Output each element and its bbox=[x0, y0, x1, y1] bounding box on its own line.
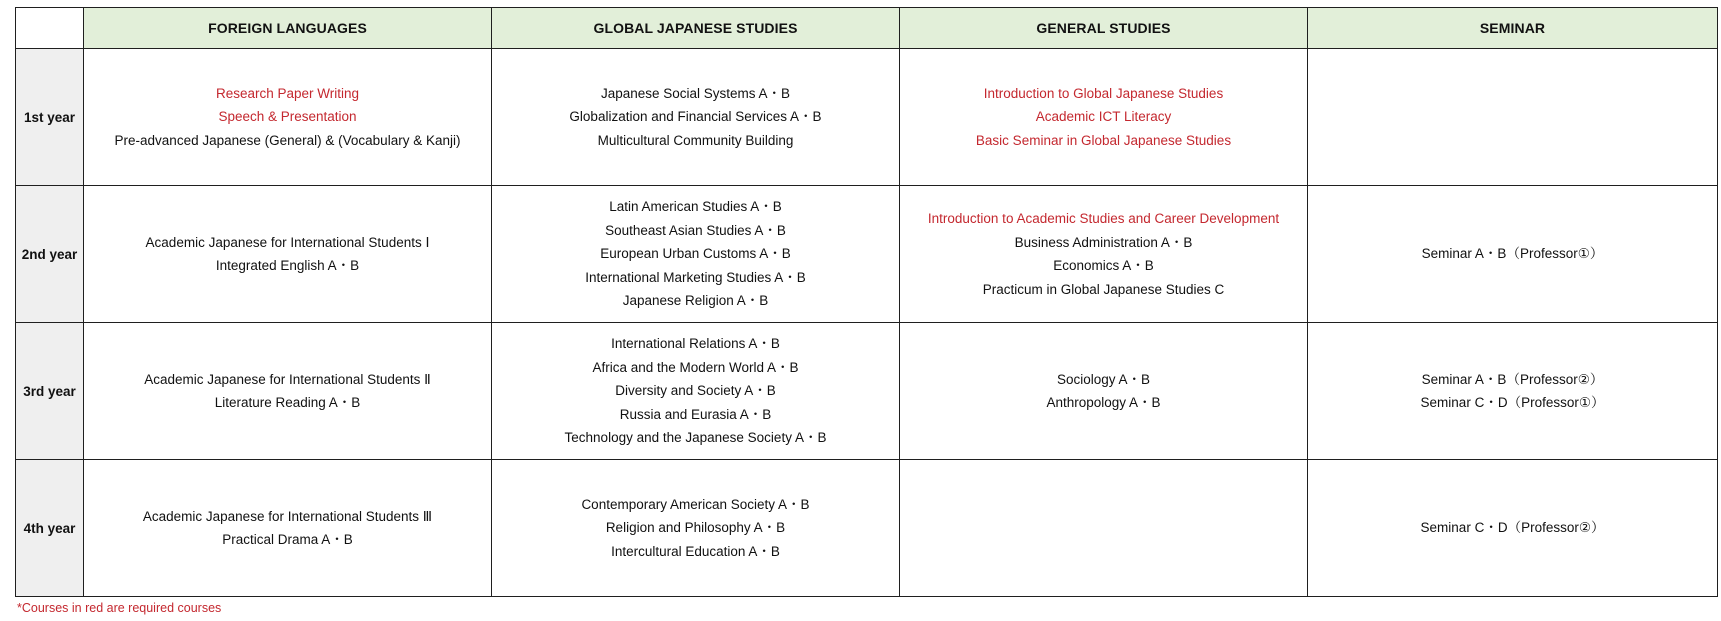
course-item: Japanese Religion A・B bbox=[622, 293, 769, 309]
required-course: Introduction to Academic Studies and Career Development bbox=[927, 211, 1280, 226]
seminar-cell bbox=[1308, 186, 1718, 323]
column-header-seminar: SEMINAR bbox=[1308, 8, 1718, 49]
required-course: Academic ICT Literacy bbox=[1035, 109, 1172, 125]
course-item: Diversity and Society A・B bbox=[615, 383, 776, 399]
course-item: Globalization and Financial Services A・B bbox=[569, 109, 822, 125]
table-row bbox=[16, 186, 1718, 323]
required-course: Speech & Presentation bbox=[218, 109, 357, 125]
header-row bbox=[16, 8, 1718, 49]
required-course: Basic Seminar in Global Japanese Studies bbox=[975, 132, 1232, 148]
course-item: Multicultural Community Building bbox=[597, 132, 794, 148]
course-item: Seminar C・D（Professor①） bbox=[1420, 395, 1605, 410]
column-header-general-studies: GENERAL STUDIES bbox=[900, 8, 1308, 49]
column-header-global-japanese-studies: GLOBAL JAPANESE STUDIES bbox=[492, 8, 900, 49]
course-item: Seminar C・D（Professor②） bbox=[1420, 520, 1605, 536]
table-row bbox=[16, 323, 1718, 460]
general-studies-cell bbox=[900, 323, 1308, 460]
course-item: Religion and Philosophy A・B bbox=[605, 520, 786, 536]
course-item: Contemporary American Society A・B bbox=[581, 496, 810, 512]
course-item: Business Administration A・B bbox=[1014, 234, 1193, 250]
course-item: International Relations A・B bbox=[611, 336, 780, 352]
course-item: Africa and the Modern World A・B bbox=[592, 359, 799, 375]
required-course: Introduction to Global Japanese Studies bbox=[983, 85, 1224, 101]
course-item: Pre-advanced Japanese (General) & (Vocabulary & Kanji) bbox=[114, 132, 461, 148]
course-item: Sociology A・B bbox=[1056, 371, 1151, 387]
course-item: Integrated English A・B bbox=[215, 258, 360, 273]
global-japanese-studies-cell bbox=[492, 460, 900, 597]
course-item: Economics A・B bbox=[1053, 258, 1154, 273]
curriculum-table bbox=[15, 7, 1718, 597]
course-item: Anthropology A・B bbox=[1046, 395, 1161, 410]
course-item: Practicum in Global Japanese Studies C bbox=[982, 281, 1225, 297]
course-item: Academic Japanese for International Students Ⅲ bbox=[142, 508, 433, 524]
general-studies-cell bbox=[900, 49, 1308, 186]
course-item: Technology and the Japanese Society A・B bbox=[564, 430, 827, 446]
course-item: Russia and Eurasia A・B bbox=[619, 406, 772, 422]
course-item: Southeast Asian Studies A・B bbox=[605, 222, 786, 238]
course-item: Academic Japanese for International Students Ⅰ bbox=[145, 234, 430, 250]
foreign-languages-cell bbox=[84, 186, 492, 323]
year-label: 4th year bbox=[16, 460, 84, 597]
course-item: Seminar A・B（Professor②） bbox=[1421, 371, 1604, 387]
course-item: Practical Drama A・B bbox=[222, 532, 353, 547]
seminar-cell bbox=[1308, 323, 1718, 460]
seminar-cell bbox=[1308, 460, 1718, 597]
corner-cell bbox=[16, 8, 84, 49]
required-course: Research Paper Writing bbox=[215, 85, 360, 101]
global-japanese-studies-cell bbox=[492, 49, 900, 186]
general-studies-cell bbox=[900, 186, 1308, 323]
table-body bbox=[16, 49, 1718, 597]
course-item: European Urban Customs A・B bbox=[600, 246, 791, 262]
table-row bbox=[16, 460, 1718, 597]
global-japanese-studies-cell bbox=[492, 186, 900, 323]
required-courses-note: *Courses in red are required courses bbox=[17, 601, 222, 615]
seminar-cell bbox=[1308, 49, 1718, 186]
global-japanese-studies-cell bbox=[492, 323, 900, 460]
year-label: 3rd year bbox=[16, 323, 84, 460]
course-item: Japanese Social Systems A・B bbox=[600, 85, 791, 101]
table-row bbox=[16, 49, 1718, 186]
foreign-languages-cell bbox=[84, 323, 492, 460]
course-item: Literature Reading A・B bbox=[214, 395, 361, 410]
column-header-foreign-languages: FOREIGN LANGUAGES bbox=[84, 8, 492, 49]
course-item: Academic Japanese for International Students Ⅱ bbox=[144, 371, 431, 387]
year-label: 1st year bbox=[16, 49, 84, 186]
year-label: 2nd year bbox=[16, 186, 84, 323]
course-item: Intercultural Education A・B bbox=[611, 543, 780, 559]
foreign-languages-cell bbox=[84, 49, 492, 186]
general-studies-cell bbox=[900, 460, 1308, 597]
course-item: Latin American Studies A・B bbox=[609, 199, 782, 215]
curriculum-sheet bbox=[15, 7, 1718, 597]
foreign-languages-cell bbox=[84, 460, 492, 597]
course-item: Seminar A・B（Professor①） bbox=[1421, 246, 1604, 262]
course-item: International Marketing Studies A・B bbox=[585, 269, 806, 285]
